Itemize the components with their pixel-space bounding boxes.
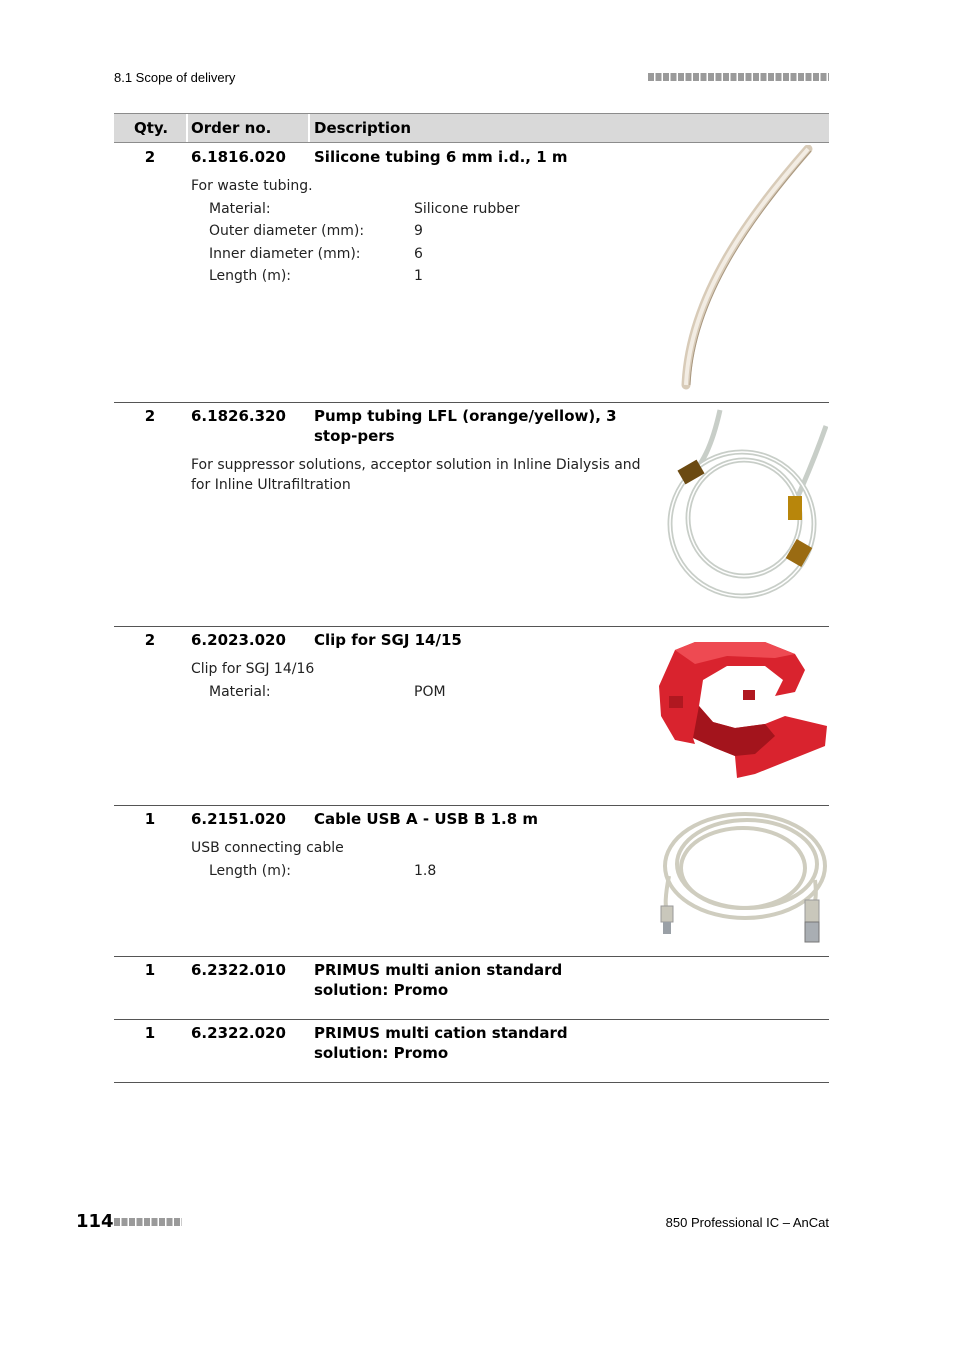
prop-value: POM (414, 684, 446, 700)
col-order-no: Order no. (191, 119, 272, 137)
prop-value: Silicone rubber (414, 201, 520, 217)
prop-label: Inner diameter (mm): (209, 246, 361, 262)
item-title: Silicone tubing 6 mm i.d., 1 m (314, 148, 568, 166)
item-title: Clip for SGJ 14/15 (314, 631, 462, 649)
item-title: PRIMUS multi anion standard solution: Promo (314, 961, 563, 999)
item-description: Clip for SGJ 14/16 (191, 661, 315, 677)
item-description: For waste tubing. (191, 178, 313, 194)
order-no-cell: 6.2151.020 (191, 810, 286, 828)
qty-cell: 2 (144, 148, 156, 166)
order-no-cell: 6.1826.320 (191, 407, 286, 425)
qty-cell: 1 (144, 1024, 156, 1042)
qty-cell: 2 (144, 631, 156, 649)
order-no-cell: 6.1816.020 (191, 148, 286, 166)
silicone-tubing-image (670, 145, 820, 390)
col-qty: Qty. (134, 119, 169, 137)
item-title: PRIMUS multi cation standard solution: Promo (314, 1024, 568, 1062)
prop-label: Material: (209, 684, 271, 700)
prop-label: Material: (209, 201, 271, 217)
qty-cell: 1 (144, 961, 156, 979)
clip-image (655, 636, 830, 786)
prop-label: Length (m): (209, 268, 292, 284)
order-no-cell: 6.2322.020 (191, 1024, 286, 1042)
item-title: Pump tubing LFL (orange/yellow), 3 stop-pers (314, 407, 617, 445)
page-number: 114 (76, 1211, 114, 1232)
prop-label: Outer diameter (mm): (209, 223, 365, 239)
item-description: USB connecting cable (191, 840, 344, 856)
prop-value: 9 (414, 223, 423, 239)
usb-cable-image (655, 806, 830, 946)
prop-value: 1 (414, 268, 423, 284)
prop-label: Length (m): (209, 863, 292, 879)
section-header: 8.1 Scope of delivery (114, 70, 236, 85)
prop-value: 1.8 (414, 863, 437, 879)
prop-value: 6 (414, 246, 423, 262)
qty-cell: 2 (144, 407, 156, 425)
footer-decoration (114, 1218, 182, 1226)
product-name: 850 Professional IC – AnCat (665, 1215, 829, 1230)
item-description: For suppressor solutions, acceptor solution in Inline Dialysis and for Inline Ultrafiltration (191, 457, 641, 493)
table-header (114, 113, 829, 143)
order-no-cell: 6.2322.010 (191, 961, 286, 979)
pump-tubing-image (662, 406, 828, 604)
col-description: Description (314, 119, 412, 137)
item-title: Cable USB A - USB B 1.8 m (314, 810, 539, 828)
qty-cell: 1 (144, 810, 156, 828)
order-no-cell: 6.2023.020 (191, 631, 286, 649)
header-decoration (648, 73, 829, 81)
